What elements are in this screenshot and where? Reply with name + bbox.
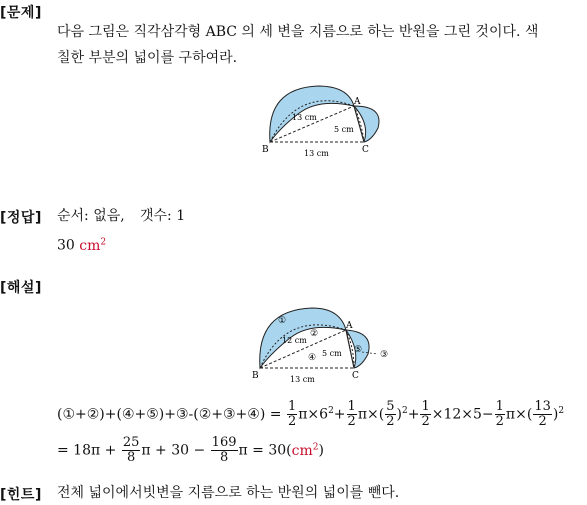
solution-label-ab-length: 12 cm bbox=[282, 336, 307, 345]
hint-label: [힌트] bbox=[0, 487, 42, 503]
solution-label-b: B bbox=[252, 371, 259, 381]
equation-unit: $cm^2$ bbox=[291, 441, 319, 459]
solution-label-a: A bbox=[346, 321, 353, 331]
fraction-half-2: $\frac{1}{2}$ bbox=[347, 399, 356, 429]
label-c: C bbox=[362, 145, 369, 155]
label-bc-length: 13 cm bbox=[304, 149, 329, 158]
answer-unit: $cm^2$ bbox=[79, 237, 107, 254]
answer-label: [정답] bbox=[0, 210, 42, 226]
fraction-half-3: $\frac{1}{2}$ bbox=[421, 399, 430, 429]
region-1-marker: ① bbox=[278, 316, 287, 326]
fraction-25-8: $\frac{25}{8}$ bbox=[122, 435, 140, 465]
problem-line-1: 다음 그림은 직각삼각형 ABC 의 세 변을 지름으로 하는 반원을 그린 것이다. 색 bbox=[57, 24, 539, 40]
equation-line2-start: = 18π + bbox=[57, 442, 117, 459]
shaded-region-ac bbox=[354, 106, 379, 142]
solution-label-ac-length: 5 cm bbox=[322, 349, 342, 358]
region-5-marker: ⑤ bbox=[354, 345, 363, 355]
label-b: B bbox=[262, 145, 269, 155]
equation-close: ) bbox=[318, 442, 324, 459]
fraction-half-1: $\frac{1}{2}$ bbox=[287, 399, 297, 429]
equation-lhs: (①+②)+(④+⑤)+③-(②+③+④) = bbox=[57, 406, 282, 423]
label-a: A bbox=[354, 97, 361, 107]
answer-order: 순서: 없음, bbox=[57, 208, 125, 224]
region-2-marker: ② bbox=[310, 329, 319, 339]
problem-line-2: 칠한 부분의 넓이를 구하여라. bbox=[57, 50, 238, 66]
solution-label-c: C bbox=[352, 371, 359, 381]
fraction-five-halves: $\frac{5}{2}$ bbox=[386, 399, 395, 429]
fraction-169-8: $\frac{169}{8}$ bbox=[211, 435, 237, 465]
problem-figure bbox=[258, 84, 388, 159]
fraction-half-4: $\frac{1}{2}$ bbox=[495, 399, 504, 429]
solution-equation-line-1: (①+②)+(④+⑤)+③-(②+③+④) = $\frac{1}{2}$ $\pi\times 6^2+$ $\frac{1}{2}$ π×( $\frac{5}{2}$ )$^2$+ $\frac{1}{2}$ ×12×5− $\frac{1}{2}$ π×( $\frac{13}{2}$ )$^2$ bbox=[57, 399, 565, 429]
region-4-marker: ④ bbox=[308, 353, 317, 363]
hint-text: 전체 넓이에서빗변을 지름으로 하는 반원의 넓이를 뺀다. bbox=[57, 485, 400, 501]
region-3-marker: ③ bbox=[380, 350, 389, 360]
fraction-thirteen-halves: $\frac{13}{2}$ bbox=[534, 399, 551, 429]
solution-label: [해설] bbox=[0, 280, 42, 296]
problem-label: [문제] bbox=[0, 5, 42, 21]
answer-value bbox=[57, 230, 106, 258]
equation-line2-mid: π + 30 − bbox=[141, 442, 206, 459]
equation-line2-end: π = 30( bbox=[238, 442, 292, 459]
solution-figure bbox=[250, 306, 400, 386]
label-ab-length: 13 cm bbox=[292, 113, 317, 122]
label-ac-length: 5 cm bbox=[334, 125, 354, 134]
answer-number: 30 bbox=[57, 237, 75, 254]
solution-equation-line-2 bbox=[57, 436, 324, 465]
solution-label-bc-length: 13 cm bbox=[290, 375, 315, 384]
answer-count: 갯수: 1 bbox=[140, 208, 186, 224]
